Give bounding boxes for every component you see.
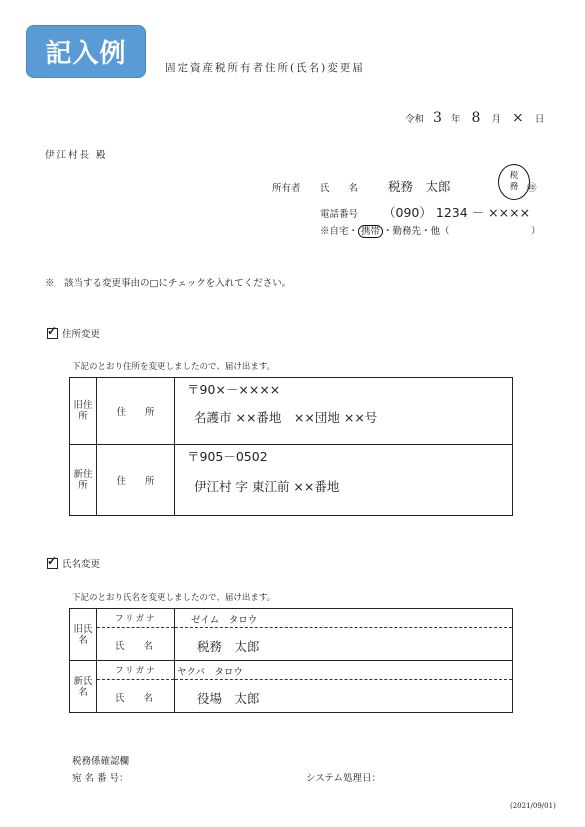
old-name-row (70, 609, 513, 661)
old-address-label: 旧住所 (70, 378, 97, 445)
divider (175, 679, 512, 680)
name-field-label: 氏 名 (115, 693, 154, 704)
instruction-text: ※ 該当する変更事由の□にチェックを入れてください。 (45, 278, 292, 289)
phone-number (383, 203, 530, 221)
new-furigana: ヤクバ タロウ (177, 667, 243, 678)
phone-middle: 1234 (435, 205, 468, 220)
phone-type-line (320, 223, 450, 237)
phone-type-suffix: ・勤務先・他（ (383, 226, 450, 237)
form-title: 固定資産税所有者住所(氏名)変更届 (165, 62, 365, 74)
name-table (69, 608, 513, 713)
date-year-unit: 年 (451, 114, 461, 125)
date-era: 令和 (405, 114, 425, 125)
date-month-unit: 月 (491, 114, 502, 125)
name-check-label: 氏名変更 (62, 559, 101, 570)
date-month: 8 (471, 110, 481, 126)
check-icon: ✓ (47, 553, 58, 568)
seal-stamp (498, 164, 530, 200)
phone-type-selected: 携帯 (358, 225, 383, 238)
address-checkbox[interactable] (47, 323, 58, 339)
system-date-label: システム処理日： (306, 773, 382, 784)
date-day-unit: 日 (534, 114, 545, 125)
name-checkbox[interactable] (47, 553, 58, 569)
address-field-label: 住 所 (97, 445, 175, 516)
new-name-label: 新氏名 (70, 661, 97, 713)
date-day: × (512, 110, 524, 126)
seal-mark: ㊞ (527, 183, 537, 194)
furigana-label: フリガナ (115, 614, 157, 624)
recipient: 伊江村長 殿 (45, 150, 108, 161)
address-notice: 下記のとおり住所を変更しましたので、届け出ます。 (72, 362, 276, 372)
sample-badge: 記入例 (26, 25, 146, 78)
phone-type-close: ） (531, 226, 541, 237)
phone-area: 090 (395, 205, 420, 220)
check-icon: ✓ (47, 323, 58, 338)
address-number-label: 宛 名 番 号： (72, 773, 129, 784)
new-name-labels (97, 661, 175, 713)
new-name: 役場 太郎 (197, 691, 260, 706)
old-address-cell[interactable] (175, 378, 513, 445)
phone-dash: － (471, 205, 485, 220)
old-name-labels (97, 609, 175, 661)
name-notice: 下記のとおり氏名を変更しましたので、届け出ます。 (72, 593, 276, 603)
phone-last: ×××× (488, 205, 531, 220)
owner-name: 税務 太郎 (388, 179, 451, 194)
version-label: (2021/09/01) (510, 802, 556, 810)
date-year: 3 (433, 110, 442, 126)
address-field-label: 住 所 (97, 378, 175, 445)
furigana-label: フリガナ (115, 666, 157, 676)
old-name: 税務 太郎 (197, 639, 260, 654)
divider (97, 679, 174, 680)
phone-type-prefix: ※自宅・ (320, 226, 359, 237)
date-line (405, 110, 544, 126)
old-address-row (70, 378, 513, 445)
old-address: 名護市 ××番地 ××団地 ××号 (194, 410, 378, 425)
divider (175, 627, 512, 628)
name-change-check[interactable] (47, 553, 101, 570)
owner-label: 所有者 (272, 183, 301, 194)
new-address-cell[interactable] (175, 445, 513, 516)
old-name-cell[interactable] (175, 609, 513, 661)
phone-label: 電話番号 (320, 209, 359, 220)
old-furigana: ゼイム タロウ (191, 615, 258, 626)
seal-text: 税務 (509, 171, 519, 192)
new-postal: 〒905－0502 (187, 449, 268, 464)
new-name-cell[interactable] (175, 661, 513, 713)
old-postal: 〒90×－×××× (187, 382, 281, 397)
new-name-row (70, 661, 513, 713)
owner-name-label: 氏 名 (320, 183, 359, 194)
old-name-label: 旧氏名 (70, 609, 97, 661)
divider (97, 627, 174, 628)
phone-open: （ (383, 205, 396, 220)
phone-close: ） (419, 205, 432, 220)
new-address-label: 新住所 (70, 445, 97, 516)
address-change-check[interactable] (47, 323, 101, 340)
new-address: 伊江村 字 東江前 ××番地 (194, 479, 340, 494)
address-check-label: 住所変更 (62, 329, 101, 340)
new-address-row (70, 445, 513, 516)
address-table (69, 377, 513, 516)
confirm-label: 税務係確認欄 (72, 756, 130, 767)
name-field-label: 氏 名 (115, 641, 154, 652)
